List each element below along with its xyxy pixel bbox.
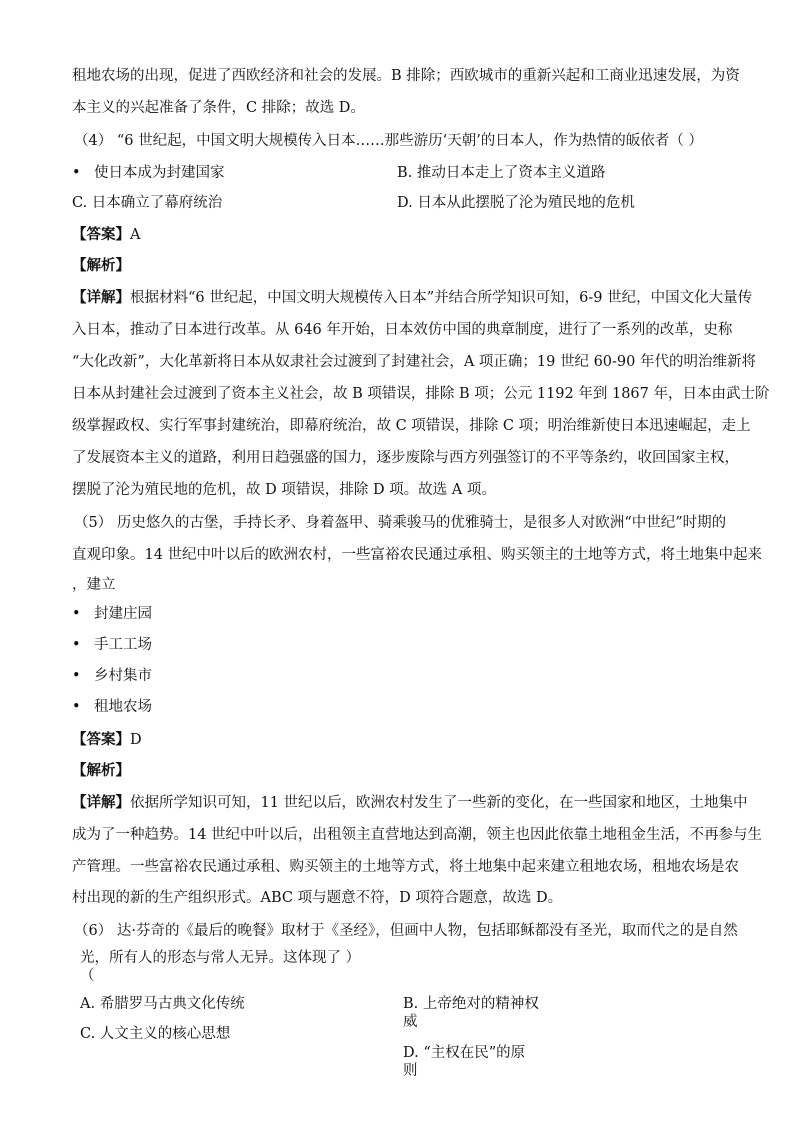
question-6-option-a: A. 希腊罗马古典文化传统	[80, 996, 245, 1012]
detail-line: 级掌握政权、实行军事封建统治，即幕府统治，故 C 项错误，排除 C 项；明治维新使日本迅速崛起，走上	[72, 418, 751, 434]
detail-line: 成为了一种趋势。14 世纪中叶以后，出租领主直营地达到高潮，领主也因此依靠土地租金生活，不再参与生	[72, 827, 763, 843]
question-4-option-d: D. 日本从此摆脱了沦为殖民地的危机	[397, 195, 635, 211]
jiexi-label: 【解析】	[72, 763, 130, 779]
detail-line: 日本从封建社会过渡到了资本主义社会，故 B 项错误，排除 B 项；公元 1192 年到 1867 年，日本由武士阶	[72, 386, 770, 402]
jiexi-label: 【解析】	[72, 258, 130, 274]
question-6-stem: （	[80, 968, 95, 984]
answer-tag: 【答案】	[72, 227, 130, 243]
detail-line: 入日本，推动了日本进行改革。从 646 年开始，日本效仿中国的典章制度，进行了一系列的改革，史称	[72, 322, 733, 338]
question-5-stem: （5） 历史悠久的古堡，手持长矛、身着盔甲、骑乘骏马的优雅骑士，是很多人对欧洲“中世纪”时期的	[74, 515, 727, 531]
option-text: 封建庄园	[94, 606, 152, 622]
answer-tag: 【答案】	[72, 732, 130, 748]
option-text: 手工工场	[94, 637, 152, 653]
option-text: 使日本成为封建国家	[94, 165, 225, 181]
question-6-stem: 光，所有人的形态与常人无异。这体现了 ）	[80, 950, 361, 966]
answer-line	[72, 225, 140, 245]
detail-text: 依据所学知识可知，11 世纪以后，欧洲农村发生了一些新的变化，在一些国家和地区，土地集中	[130, 795, 748, 811]
option-text: 租地农场	[94, 699, 152, 715]
question-6-option-b: B. 上帝绝对的精神权	[403, 996, 539, 1012]
question-5-option-a	[72, 604, 152, 624]
question-5-option-b	[72, 635, 152, 655]
detail-tag: 【详解】	[72, 795, 130, 811]
option-text: 乡村集市	[94, 668, 152, 684]
detail-line: “大化改新”，大化革新将日本从奴隶社会过渡到了封建社会，A 项正确；19 世纪 60-90 年代的明治维新将	[72, 354, 756, 370]
question-5-option-c	[72, 666, 152, 686]
question-6-stem: （6） 达·芬奇的《最后的晚餐》取材于《圣经》，但画中人物，包括耶稣都没有圣光，取而代之的是自然	[74, 923, 738, 939]
bullet-icon: •	[72, 637, 81, 653]
paragraph-line: 租地农场的出现，促进了西欧经济和社会的发展。B 排除；西欧城市的重新兴起和工商业迅速发展，为资	[72, 68, 740, 84]
bullet-icon: •	[72, 699, 81, 715]
bullet-icon: •	[72, 606, 81, 622]
question-4-option-b: B. 推动日本走上了资本主义道路	[397, 165, 606, 181]
question-6-option-d: D. “主权在民”的原	[403, 1045, 526, 1061]
paragraph-line: 本主义的兴起准备了条件，C 排除；故选 D。	[72, 100, 365, 116]
answer-line	[72, 730, 142, 750]
question-4-option-a	[72, 163, 225, 183]
question-4-option-c: C. 日本确立了幕府统治	[72, 195, 223, 211]
question-4-stem: （4） “6 世纪起，中国文明大规模传入日本……那些游历‘天朝’的日本人，作为热情的皈依者（ ）	[74, 133, 703, 149]
answer-value: D	[130, 732, 142, 748]
answer-value: A	[130, 227, 141, 243]
question-6-option-b-cont: 威	[403, 1014, 418, 1030]
question-5-stem: ，建立	[72, 577, 116, 593]
analysis-tag	[72, 256, 130, 276]
analysis-tag	[72, 761, 130, 781]
bullet-icon: •	[72, 165, 81, 181]
detail-line: 了发展资本主义的道路，利用日趋强盛的国力，逐步废除与西方列强签订的不平等条约，收回国家主权，	[72, 450, 739, 466]
detail-line	[72, 793, 748, 813]
detail-line: 摆脱了沦为殖民地的危机，故 D 项错误，排除 D 项。故选 A 项。	[72, 482, 496, 498]
detail-line	[72, 288, 752, 308]
detail-tag: 【详解】	[72, 290, 130, 306]
detail-text: 根据材料“6 世纪起，中国文明大规模传入日本”并结合所学知识可知，6-9 世纪，中国文化大量传	[130, 290, 753, 306]
question-5-stem: 直观印象。14 世纪中叶以后的欧洲农村，一些富裕农民通过承租、购买领主的土地等方式，将土地集中起来	[72, 547, 763, 563]
question-6-option-d-cont: 则	[403, 1063, 418, 1079]
bullet-icon: •	[72, 668, 81, 684]
question-5-option-d	[72, 697, 152, 717]
detail-line: 村出现的新的生产组织形式。ABC 项与题意不符，D 项符合题意，故选 D。	[72, 890, 563, 906]
question-6-option-c: C. 人文主义的核心思想	[80, 1026, 231, 1042]
detail-line: 产管理。一些富裕农民通过承租、购买领主的土地等方式，将土地集中起来建立租地农场，租地农场是农	[72, 859, 739, 875]
